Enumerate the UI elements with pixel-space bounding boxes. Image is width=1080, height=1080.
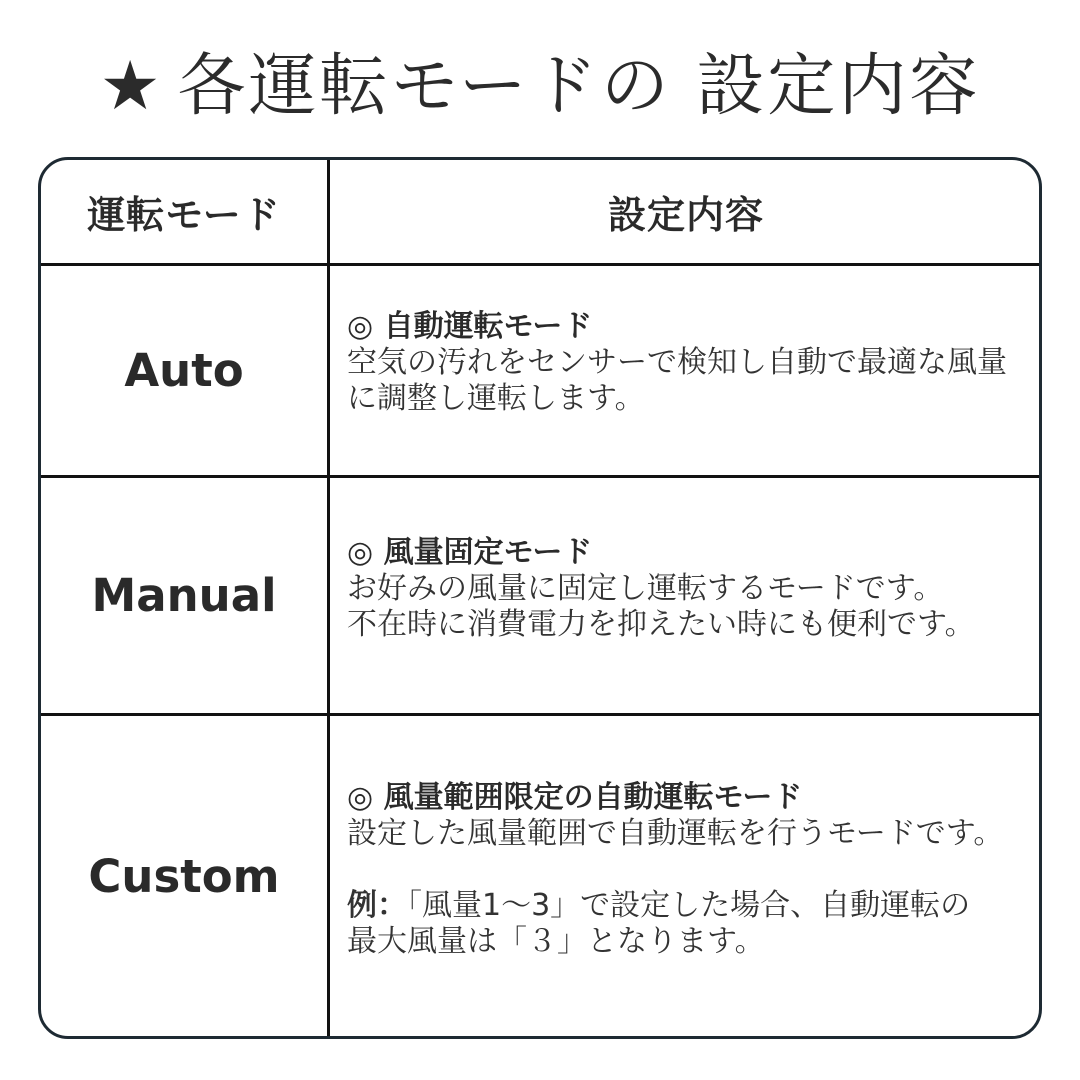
settings-cell-custom: [330, 716, 1042, 1036]
mode-name: Auto: [124, 344, 244, 397]
blank-line: [347, 852, 1003, 888]
settings-cell-manual: [330, 478, 1042, 713]
mode-description: [347, 780, 1003, 960]
mode-cell-custom: [41, 716, 327, 1036]
mode-description: [347, 535, 975, 643]
mode-description: [347, 309, 1007, 417]
star-icon: ★: [99, 47, 164, 126]
example-line: 最大風量は「３」となります。: [347, 924, 765, 959]
description-line: お好みの風量に固定し運転するモードです。: [347, 570, 944, 606]
example-line: [347, 888, 1003, 924]
mode-name: Manual: [91, 569, 277, 622]
mode-name: Custom: [88, 849, 280, 903]
settings-cell-auto: [330, 266, 1042, 475]
page-title-text: 各運転モードの 設定内容: [177, 47, 981, 126]
header-settings-cell: [330, 160, 1042, 263]
description-line: 空気の汚れをセンサーで検知し自動で最適な風量: [347, 344, 1007, 380]
example-text: 「風量1～3」で設定した場合、自動運転の: [407, 888, 971, 923]
mode-heading: ◎ 風量固定モード: [347, 534, 593, 570]
page-title: [0, 42, 1080, 132]
settings-table: [38, 157, 1042, 1039]
header-mode-cell: [41, 160, 327, 263]
mode-heading: ◎ 風量範囲限定の自動運転モード: [347, 780, 803, 815]
header-mode-label: 運転モード: [87, 193, 281, 237]
mode-cell-manual: [41, 478, 327, 713]
mode-heading: ◎ 自動運転モード: [347, 308, 593, 344]
description-line: に調整し運転します。: [347, 380, 645, 416]
example-label: 例：: [347, 888, 407, 923]
description-line: 設定した風量範囲で自動運転を行うモードです。: [347, 816, 1004, 851]
mode-cell-auto: [41, 266, 327, 475]
description-line: 不在時に消費電力を抑えたい時にも便利です。: [347, 606, 975, 642]
header-settings-label: 設定内容: [607, 193, 764, 237]
